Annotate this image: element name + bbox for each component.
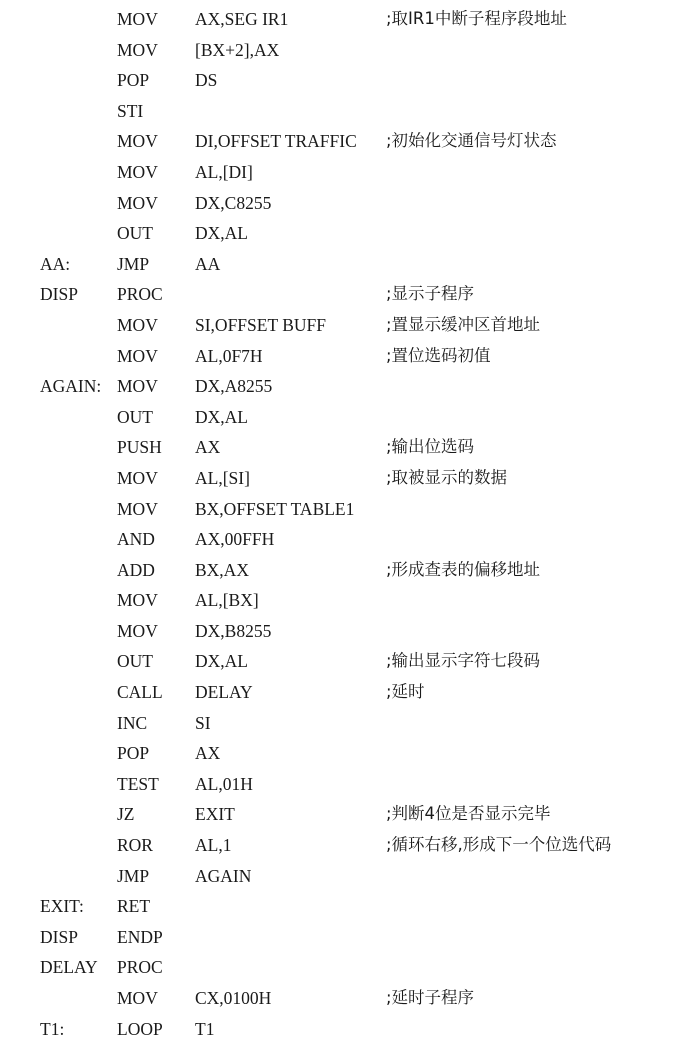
- code-mnemonic: MOV: [117, 988, 158, 1008]
- code-mnemonic: CALL: [117, 682, 163, 703]
- code-line: [0, 35, 691, 66]
- code-mnemonic: JMP: [117, 865, 150, 886]
- code-operand: T1: [195, 1018, 215, 1039]
- code-operand: AL,[DI]: [195, 161, 253, 182]
- code-operand: AX: [195, 437, 221, 458]
- code-comment: ;延时: [386, 682, 425, 702]
- code-comment: ;取IR1中断子程序段地址: [386, 9, 567, 28]
- code-mnemonic: OUT: [117, 406, 153, 427]
- code-label: DISP: [40, 284, 78, 305]
- code-mnemonic: MOV: [117, 131, 158, 152]
- code-line: [0, 555, 691, 586]
- code-mnemonic: MOV: [117, 590, 158, 611]
- code-comment: ;输出位选码: [386, 437, 475, 457]
- code-mnemonic: TEST: [117, 773, 159, 794]
- code-comment: ;判断4位是否显示完毕: [386, 804, 551, 824]
- code-line: [0, 249, 691, 280]
- code-line: [0, 585, 691, 616]
- code-line: [0, 157, 691, 188]
- code-mnemonic: RET: [117, 896, 151, 917]
- code-line: [0, 738, 691, 769]
- code-comment: ;输出显示字符七段码: [386, 651, 541, 671]
- code-operand: AX,00FFH: [195, 529, 275, 550]
- code-mnemonic: PROC: [117, 957, 163, 978]
- code-line: [0, 96, 691, 127]
- code-operand: SI: [195, 712, 211, 733]
- code-operand: AGAIN: [195, 865, 252, 886]
- code-mnemonic: PROC: [117, 284, 163, 305]
- code-line: [0, 1014, 691, 1045]
- code-line: [0, 891, 691, 922]
- code-operand: AX: [195, 743, 221, 764]
- code-line: [0, 126, 691, 157]
- code-operand: DS: [195, 70, 218, 91]
- code-mnemonic: POP: [117, 70, 150, 91]
- code-operand: DX,A8255: [195, 376, 273, 397]
- code-mnemonic: STI: [117, 100, 144, 121]
- code-line: [0, 830, 691, 861]
- code-comment: ;循环右移,形成下一个位选代码: [386, 835, 612, 855]
- code-operand: AA: [195, 253, 221, 274]
- code-line: [0, 677, 691, 708]
- code-mnemonic: MOV: [117, 314, 158, 335]
- code-line: [0, 65, 691, 96]
- code-mnemonic: PUSH: [117, 437, 162, 458]
- code-line: [0, 279, 691, 310]
- code-mnemonic: INC: [117, 712, 148, 733]
- code-mnemonic: MOV: [117, 467, 158, 488]
- code-mnemonic: MOV: [117, 192, 158, 213]
- code-line: [0, 708, 691, 739]
- code-mnemonic: LOOP: [117, 1018, 163, 1039]
- code-line: [0, 218, 691, 249]
- code-mnemonic: JMP: [117, 253, 150, 274]
- code-label: DELAY: [40, 957, 98, 978]
- code-operand: DI,OFFSET TRAFFIC: [195, 131, 357, 152]
- code-operand: DX,B8255: [195, 620, 272, 641]
- code-operand: DX,AL: [195, 223, 248, 244]
- code-comment: ;延时子程序: [386, 988, 475, 1007]
- code-line: [0, 432, 691, 463]
- code-label: T1:: [40, 1018, 65, 1039]
- code-line: [0, 494, 691, 525]
- code-operand: DX,AL: [195, 406, 248, 427]
- code-line: [0, 952, 691, 983]
- code-operand: AL,[BX]: [195, 590, 259, 611]
- code-line: [0, 341, 691, 372]
- code-line: [0, 769, 691, 800]
- code-mnemonic: MOV: [117, 498, 158, 519]
- code-line: [0, 188, 691, 219]
- code-operand: SI,OFFSET BUFF: [195, 314, 326, 335]
- code-label: EXIT:: [40, 896, 84, 917]
- code-operand: DX,AL: [195, 651, 248, 672]
- code-operand: DELAY: [195, 682, 253, 703]
- code-comment: ;置显示缓冲区首地址: [386, 314, 541, 334]
- code-line: [0, 4, 691, 35]
- code-operand: BX,AX: [195, 559, 249, 580]
- code-mnemonic: MOV: [117, 161, 158, 182]
- code-mnemonic: ENDP: [117, 926, 163, 947]
- assembly-listing: [0, 4, 691, 1044]
- code-line: [0, 861, 691, 892]
- code-operand: AL,[SI]: [195, 467, 250, 488]
- code-comment: ;初始化交通信号灯状态: [386, 131, 557, 151]
- code-operand: CX,0100H: [195, 988, 272, 1008]
- code-operand: AL,0F7H: [195, 345, 263, 366]
- code-mnemonic: MOV: [117, 9, 158, 29]
- code-mnemonic: ADD: [117, 559, 155, 580]
- code-operand: AL,01H: [195, 773, 253, 794]
- code-mnemonic: AND: [117, 529, 155, 550]
- code-mnemonic: ROR: [117, 835, 153, 856]
- code-mnemonic: MOV: [117, 376, 158, 397]
- code-label: AA:: [40, 253, 71, 274]
- code-comment: ;形成查表的偏移地址: [386, 559, 541, 579]
- code-operand: [BX+2],AX: [195, 39, 280, 60]
- code-mnemonic: OUT: [117, 223, 153, 244]
- code-line: [0, 402, 691, 433]
- code-line: [0, 799, 691, 830]
- code-line: [0, 616, 691, 647]
- code-operand: AX,SEG IR1: [195, 9, 289, 29]
- code-line: [0, 310, 691, 341]
- code-mnemonic: JZ: [117, 804, 135, 825]
- code-operand: BX,OFFSET TABLE1: [195, 498, 355, 519]
- code-mnemonic: OUT: [117, 651, 153, 672]
- code-label: DISP: [40, 926, 78, 947]
- code-comment: ;取被显示的数据: [386, 467, 508, 487]
- code-mnemonic: MOV: [117, 345, 158, 366]
- code-line: [0, 524, 691, 555]
- code-operand: DX,C8255: [195, 192, 272, 213]
- code-operand: EXIT: [195, 804, 235, 825]
- code-comment: ;显示子程序: [386, 284, 475, 304]
- code-mnemonic: MOV: [117, 39, 158, 60]
- code-line: [0, 983, 691, 1014]
- code-line: [0, 463, 691, 494]
- code-label: AGAIN:: [40, 376, 102, 397]
- code-line: [0, 646, 691, 677]
- code-line: [0, 371, 691, 402]
- code-mnemonic: MOV: [117, 620, 158, 641]
- code-mnemonic: POP: [117, 743, 150, 764]
- code-line: [0, 922, 691, 953]
- code-comment: ;置位选码初值: [386, 345, 491, 365]
- code-operand: AL,1: [195, 835, 232, 856]
